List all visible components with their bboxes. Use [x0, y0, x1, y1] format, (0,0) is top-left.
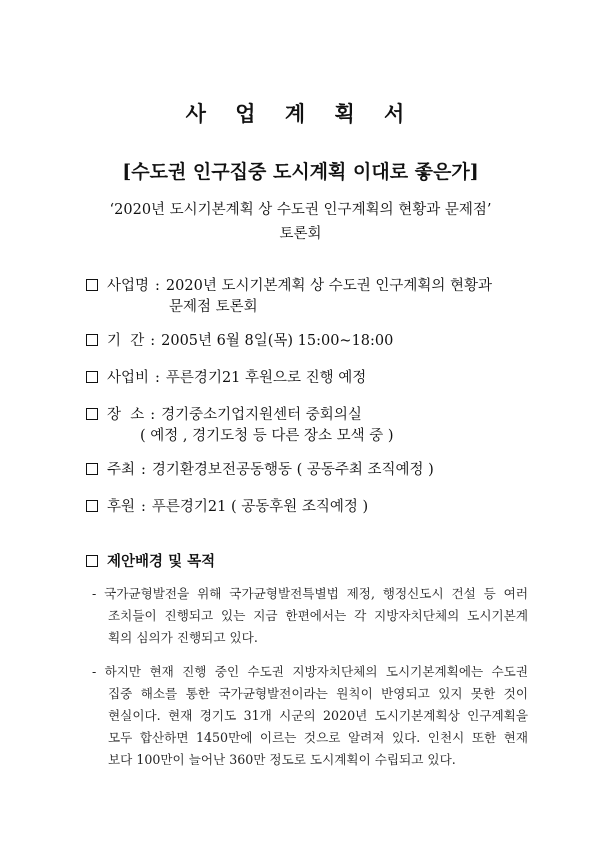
item-label: 주최: [107, 462, 136, 478]
item-label: 기 간: [107, 333, 145, 349]
checkbox-icon: [86, 500, 98, 512]
paragraph-line: - 하지만 현재 진행 중인 수도권 지방자치단체의 도시기본계획에는 수도권: [92, 664, 528, 679]
item-value: 경기중소기업지원센터 중회의실: [161, 407, 362, 423]
paragraph-1: [92, 583, 528, 649]
item-label: 장 소: [107, 407, 145, 423]
paragraph-line: 보다 100만이 늘어난 360만 정도로 도시계획이 수립되고 있다.: [108, 752, 456, 767]
item-value: 경기환경보전공동행동 ( 공동주최 조직예정 ): [151, 462, 434, 478]
item-value: 2020년 도시기본계획 상 수도권 인구계획의 현황과: [165, 278, 493, 294]
item-separator: :: [141, 499, 146, 515]
checkbox-icon: [86, 408, 98, 420]
item-separator: :: [150, 333, 156, 349]
item-label: 사업명: [107, 278, 150, 294]
item-separator: :: [150, 407, 156, 423]
item-separator: :: [155, 278, 160, 294]
paragraph-line: 현실이다. 현재 경기도 31개 시군의 2020년 도시기본계획상 인구계획을: [108, 708, 528, 723]
document-title: 사 업 계 획 서: [185, 101, 416, 126]
checkbox-icon: [86, 334, 98, 346]
checkbox-icon: [86, 371, 98, 383]
item-value-continued: 문제점 토론회: [169, 299, 258, 315]
item-separator: :: [141, 462, 146, 478]
item-sponsor: [86, 497, 526, 518]
item-label: 사업비: [107, 370, 150, 386]
subtitle-line-2: 토론회: [279, 226, 322, 242]
item-label: 후원: [107, 499, 136, 515]
subtitle-line-1: ‘2020년 도시기본계획 상 수도권 인구계획의 현황과 문제점’: [109, 202, 492, 218]
paragraph-2: [92, 661, 528, 771]
item-place: [86, 405, 526, 444]
item-separator: :: [155, 370, 160, 386]
main-heading: [수도권 인구집중 도시계획 이대로 좋은가]: [122, 161, 479, 183]
checkbox-icon: [86, 463, 98, 475]
item-project: [86, 276, 526, 315]
item-host: [86, 460, 526, 481]
item-value: 푸른경기21 ( 공동후원 조직예정 ): [151, 499, 369, 515]
item-value: 푸른경기21 후원으로 진행 예정: [165, 370, 367, 386]
paragraph-line: 획의 심의가 진행되고 있다.: [108, 630, 258, 645]
item-value: 2005년 6월 8일(목) 15:00~18:00: [161, 333, 394, 349]
paragraph-line: 모두 합산하면 1450만에 이르는 것으로 알려져 있다. 인천시 또한 현재: [108, 730, 528, 745]
checkbox-icon: [86, 279, 98, 291]
checkbox-icon: [86, 555, 98, 567]
paragraph-line: 조치들이 진행되고 있는 지금 한편에서는 각 지방자치단체의 도시기본계: [108, 608, 528, 623]
item-budget: [86, 368, 526, 389]
paragraph-line: - 국가균형발전을 위해 국가균형발전특별법 제정, 행정신도시 건설 등 여러: [92, 586, 528, 601]
item-value-continued: ( 예정 , 경기도청 등 다른 장소 모색 중 ): [140, 428, 394, 444]
section-heading-text: 제안배경 및 목적: [107, 553, 216, 570]
section-heading: [86, 550, 215, 571]
paragraph-line: 집중 해소를 통한 국가균형발전이라는 원칙이 반영되고 있지 못한 것이: [108, 686, 528, 701]
item-period: [86, 331, 526, 352]
